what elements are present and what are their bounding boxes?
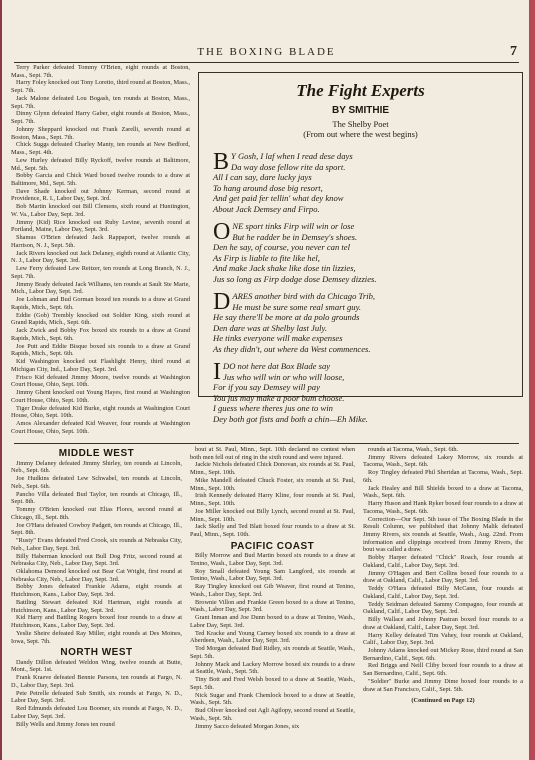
result-item: Dinny Glynn defeated Harry Gaber, eight rounds at Boston, Mass., Sept. 7th. [11,110,190,126]
result-item: Bobby Garcia and Chick Ward boxed twelve rounds to a draw at Baltimore, Md., Sept. 5th. [11,172,190,187]
poem-line: As they didn't, out where da West commences. [213,343,371,354]
result-item: Nick Sugar and Frank Chemlock boxed to a draw at Seattle, Wash., Sept. 5th. [190,691,355,707]
middle-west-heading: MIDDLE WEST [58,448,135,459]
result-item: Frank Kraeve defeated Bennie Parsons, ten rounds at Fargo, N. D., Labor Day, Sept. 3rd. [11,674,182,689]
result-item: Bobby Jones defeated Frankie Adams, eight rounds at Hutchinson, Kans., Labor Day, Sept. 3rd. [11,583,182,599]
result-item: Jack Skelly and Ted Blatt boxed four rounds to a draw at St. Paul, Minn., Sept. 10th. [190,523,355,539]
pacific-coast-list-continued [363,446,523,693]
result-item: Jimmy Delaney defeated Jimmy Shirley, ten rounds at Lincoln, Neb., Sept. 6th. [11,459,182,475]
result-item: Jack Malone defeated Lou Bogash, ten rounds at Boston, Mass., Sept. 7th. [11,94,190,110]
poem-stanza [213,151,510,214]
result-item: Red Edmunds defeated Lou Boomer, six rounds at Fargo, N. D., Labor Day, Sept. 3rd. [11,705,182,720]
result-item: Johnny Adams knocked out Mickey Rose, third round at San Bernardino, Calif., Sept. 6th. [363,647,523,662]
result-item: Jimmy Ghent knocked out Young Hayes, first round at Washington Court House, Ohio, Sept. 10th. [11,389,190,404]
result-item: Jimmy Brady defeated Jack Williams, ten rounds at Sault Ste Marie, Mich., Labor Day, Sept. 3rd. [11,280,190,296]
poem-line: As Firp is liable to fite like hel, [213,252,320,263]
binding-edge [529,0,535,760]
result-item: Billy Wells and Jimmy Jones ten round [16,720,115,728]
poem-line: Jus so long as Firp dodge dose Demsey dizzies. [213,273,377,284]
result-item: Billy Wallace and Johnny Pastran boxed four rounds to a draw at Oakland, Calif., Labor Day, Sept. 3rd. [363,616,523,631]
poem-line: I guess where theres jus one to win [213,403,333,413]
publication-title: THE BOXING BLADE [197,46,336,58]
page-number: 7 [510,44,517,59]
result-item: Jack Rivers knocked out Jack Delaney, eighth round at Atlantic City, N. J., Labor Day, Sept. 3rd. [11,249,190,265]
result-item: Kid Washington knocked out Flashlight Henry, third round at Michigan City, Ind., Labor Day, Sept. 3rd. [11,358,190,373]
result-item: Chick Suggs defeated Charley Manty, ten rounds at New Bedford, Mass., Sept. 4th. [11,141,190,157]
result-item: bout at St. Paul, Minn., Sept. 10th declared no contest when both men fell out of ring in the sixth round and were injured. [190,446,355,461]
result-item: Tod Morgan defeated Bud Ridley, six rounds at Seattle, Wash., Sept. 5th. [190,645,355,660]
poem-line: He say there'll be more at da polo grounds [213,312,360,322]
continued-note: (Continued on Page 12) [411,697,475,705]
poem-stanza [213,291,510,354]
result-item: Bud Oliver knocked out Agli Agilopy, second round at Seattle, Wash., Sept. 5th. [190,707,355,722]
header-rule [14,62,519,63]
result-item: Lew Ferry defeated Lew Reitzer, ten rounds at Long Branch, N. J., Sept. 7th. [11,265,190,280]
result-item: Harry Foley knocked out Tony Loretto, third round at Boston, Mass., Sept. 7th. [11,79,190,95]
drop-cap: D [213,289,231,315]
result-item: Joe Putt and Eddie Bisque boxed six rounds to a draw at Grand Rapids, Mich., Sept. 6th. [11,342,190,358]
result-item: Jimmy O'Hagen and Bert Collins boxed four rounds to a draw at Oakland, Calif., Labor Day, Sept. 3rd. [363,569,523,585]
poem-byline: BY SMITHIE [331,105,390,116]
result-item: Pete Petrelle defeated Sub Smith, six rounds at Fargo, N. D., Labor Day, Sept. 3rd. [11,689,182,705]
pacific-coast-heading: PACIFIC COAST [230,540,315,552]
result-item: Harry Kelley defeated Tim Vahey, four rounds at Oakland, Calif., Labor Day, Sept. 3rd. [363,631,523,647]
result-item: Harry Huson and Hank Ryker boxed four rounds to a draw at Tacoma, Wash., Sept. 6th. [363,500,523,515]
poem-line: But he radder be in Demsey's shoes. [232,231,358,242]
result-item: Shamus O'Brien defeated Jack Rappaport, twelve rounds at Harrison, N. J., Sept. 5th. [11,234,190,249]
st-paul-list [190,446,355,539]
poem-stanzas [213,151,510,431]
result-item: rounds at Tacoma, Wash., Sept. 6th. [368,446,459,453]
result-item: Joe Miller knocked out Billy Lynch, second round at St. Paul, Minn., Sept. 10th. [190,507,355,523]
result-item: Brownie Villon and Frankie Green boxed to a draw at Tenino, Wash., Labor Day, Sept. 3rd. [190,598,355,614]
result-item: Lew Hurley defeated Billy Ryckoff, twelve rounds at Baltimore, Md., Sept. 5th. [11,156,190,172]
result-item: Joe O'Hara defeated Cowboy Padgett, ten rounds at Chicago, Ill., Sept. 8th. [11,521,182,537]
result-item: Ted Kracke and Young Carney boxed six rounds to a draw at Aberdeen, Wash., Labor Day, Sept. 3rd. [190,629,355,645]
result-item: Bobby Harper defeated "Chick" Roach, four rounds at Oakland, Calif., Labor Day, Sept. 3rd. [363,554,523,569]
poem-line: Den he say, of course, you never can tel [213,242,350,252]
poem-line: Da way dose fellow rite da sport. [231,161,346,172]
result-item: Jackie Nichols defeated Chick Donovan, six rounds at St. Paul, Minn., Sept. 10th. [190,461,355,477]
poem-line: All I can say, dare lucky jays [213,172,312,182]
poem-stanza [213,361,510,424]
poem-line: To hang around dose big resort, [213,182,323,193]
result-item: "Soldier" Burke and Jimmy Dime boxed four rounds to a draw at San Francisco, Calif., Sept. 5th. [363,677,523,693]
result-item: Jack Zwick and Bobby Fox boxed six rounds to a draw at Grand Rapids, Mich., Sept. 6th. [11,327,190,342]
result-item: Tiger Drake defeated Kid Burke, eight rounds at Washington Court House, Ohio, Sept. 10th. [11,404,190,420]
result-item: Roy Tingley defeated Phil Sheridan at Tacoma, Wash., Sept. 6th. [363,469,523,484]
north-west-heading: NORTH WEST [60,647,133,659]
result-item: Joe Hudkins defeated Lew Schwabel, ten rounds at Lincoln, Neb., Sept. 6th. [11,475,182,490]
section-rule [14,443,519,444]
poem-line: He must be sure some real smart guy. [232,301,362,312]
pacific-coast-list [190,552,355,730]
result-item: Eddie (Gob) Trembly knocked out Soldier King, sixth round at Grand Rapids, Mich., Sept. 6th. [11,311,190,327]
poem-stanza [213,221,510,284]
result-item: Billy Haberman knocked out Bull Dog Fritz, second round at Nebraska City, Neb., Labor Day, Sept. 3rd. [11,552,182,568]
poem-line: Jus who will win or who will loose, [223,371,345,382]
results-column-top [11,64,190,444]
poem-line: DO not here dat Box Blade say [223,361,331,371]
magazine-page [2,0,531,760]
result-item: Mike Mandell defeated Chuck Foster, six rounds at St. Paul, Minn., Sept. 10th. [190,476,355,492]
result-item: Dave Shade knocked out Johnny Kerman, second round at Providence, R. I., Labor Day, Sept. 3rd. [11,187,190,203]
poem-line: And make Jack shake like dose tin lizzies, [213,263,356,273]
middle-west-list [11,460,182,646]
result-item: Jimmy Sacco defeated Morgan Jones, six [195,722,300,730]
result-item: Ray Tingley knocked out Gib Weaver, first round at Tenino, Wash., Labor Day, Sept. 3rd. [190,583,355,598]
result-item: Jimmy (Kid) Rice knocked out Ruby Levine, seventh round at Portland, Maine, Labor Day, Sept. 3rd. [11,218,190,234]
result-item: Dandy Dillon defeated Weldon Wing, twelve rounds at Butte, Mont., Sept. 1st. [11,658,182,674]
result-item: Red Briggs and Neill Cliby boxed four rounds to a draw at San Bernardino, Calif., Sept. 6th. [363,662,523,678]
north-west-list [11,659,182,729]
drop-cap: B [213,149,230,175]
result-item: Frisco Kid defeated Jimmy Moore, twelve rounds at Washington Court House, Ohio, Sept. 10th. [11,373,190,389]
poem-note: (From out where the west begins) [303,129,418,139]
poem-line: Y Gosh, I laf when I read dese days [231,151,353,161]
result-item: Tiny Bott and Fred Welsh boxed to a draw at Seattle, Wash., Sept. 5th. [190,676,355,691]
result-item: Grant Inman and Joe Dunn boxed to a draw at Tenino, Wash., Labor Day, Sept. 3rd. [190,614,355,629]
poem-line: He tinks everyone will make expenses [213,333,343,343]
drop-cap: O [213,219,231,245]
result-item: Terry Parker defeated Tommy O'Brien, eight rounds at Boston, Mass., Sept. 7th. [11,64,190,79]
result-item: Roy Small defeated Young Sam Langford, six rounds at Tenino, Wash., Labor Day, Sept. 3rd. [190,567,355,583]
results-column-1 [11,446,182,756]
result-item: Bob Martin knocked out Bill Clemens, sixth round at Huntington, W. Va., Labor Day, Sept. 3rd. [11,203,190,218]
result-item: Irish Kennedy defeated Harry Kline, four rounds at St. Paul, Minn., Sept. 10th. [190,492,355,508]
result-item: Teddy Seidman defeated Sammy Compagno, four rounds at Oakland, Calif., Labor Day, Sept. 3rd. [363,600,523,616]
result-item: Kid Harry and Battling Rogers boxed four rounds to a draw at Hutchinson, Kans., Labor Day, Sept. 3rd. [11,614,182,630]
drop-cap: I [213,359,221,385]
poem-line: ARES another bird with da Chicago Trib, [232,291,376,301]
result-item: Johnny Mack and Lackey Morrow boxed six rounds to a draw at Seattle, Wash., Sept. 5th. [190,660,355,676]
result-item: Pancho Villa defeated Bud Taylor, ten rounds at Chicago, Ill., Sept. 8th. [11,490,182,506]
result-item: Correction—Our Sept. 5th issue of The Boxing Blade in the Result Column, we published that Johnny Malik defeated Jimmy Rivers, six rounds at Seattle, Wash., Aug. 22nd. From information and clippings received from Jimmy Rivers, the bout was called a draw. [363,515,523,554]
result-item: Amos Alexander defeated Kid Weaver, four rounds at Washington Court House, Ohio, Sept. 10th. [11,420,190,435]
result-item: Tommy O'Brien knocked out Elias Flores, second round at Chicago, Ill., Sept. 8th. [11,506,182,521]
poem-line: Dey both got fists and both a chin—Eh Mike. [213,413,368,424]
result-item: Yeslie Sheire defeated Ray Miller, eight rounds at Des Moines, Iowa, Sept. 7th. [11,629,182,645]
result-item: Jimmy Rivers defeated Lakey Morrow, six rounds at Tacoma, Wash., Sept. 6th. [363,453,523,469]
poem-subtitle: The Shelby Poet [332,119,389,129]
result-item: Jack Healey and Bill Shields boxed to a draw at Tacoma, Wash., Sept. 6th. [363,484,523,500]
poem-line: And get paid fer tellin' what dey know [213,193,344,203]
result-item: Joe Lohman and Bud Gorman boxed ten rounds to a draw at Grand Rapids, Mich., Sept. 6th. [11,296,190,311]
result-item: Battling Stewart defeated Kid Hartman, eight rounds at Hutchinson, Kans., Labor Day, Sept. 3rd. [11,598,182,614]
poem-line: NE sport tinks Firp will win or lose [232,221,355,231]
result-item: Teddy O'Hara defeated Billy McCann, four rounds at Oakland, Calif., Labor Day, Sept. 3rd. [363,585,523,600]
results-column-2 [190,446,355,756]
results-column-3 [363,446,523,756]
running-header [2,46,531,62]
result-item: "Rusty" Evans defeated Fred Crook, six rounds at Nebraska City, Neb., Labor Day, Sept. 3rd. [11,537,182,552]
result-item: Billy Morrow and Bud Martin boxed six rounds to a draw at Tenino, Wash., Labor Day, Sept. 3rd. [190,552,355,567]
poem-line: Den dare was at Shelby last July. [213,322,328,333]
poem-line: You jus may make a poor bum choose. [213,392,345,403]
poem-line: About Jack Demsey and Firpo. [213,203,320,214]
poem-title: The Fight Experts [296,81,425,100]
poem-box [198,72,523,424]
result-item: Oklahoma Demond knocked out Bear Cat Wright, first round at Nebraska City, Neb., Labor Day, Sept. 3rd. [11,567,182,583]
poem-line: For if you say Demsey will pay [213,382,320,392]
result-item: Johnny Sheppard knocked out Frank Zarelli, seventh round at Boston, Mass., Sept. 7th. [11,125,190,141]
